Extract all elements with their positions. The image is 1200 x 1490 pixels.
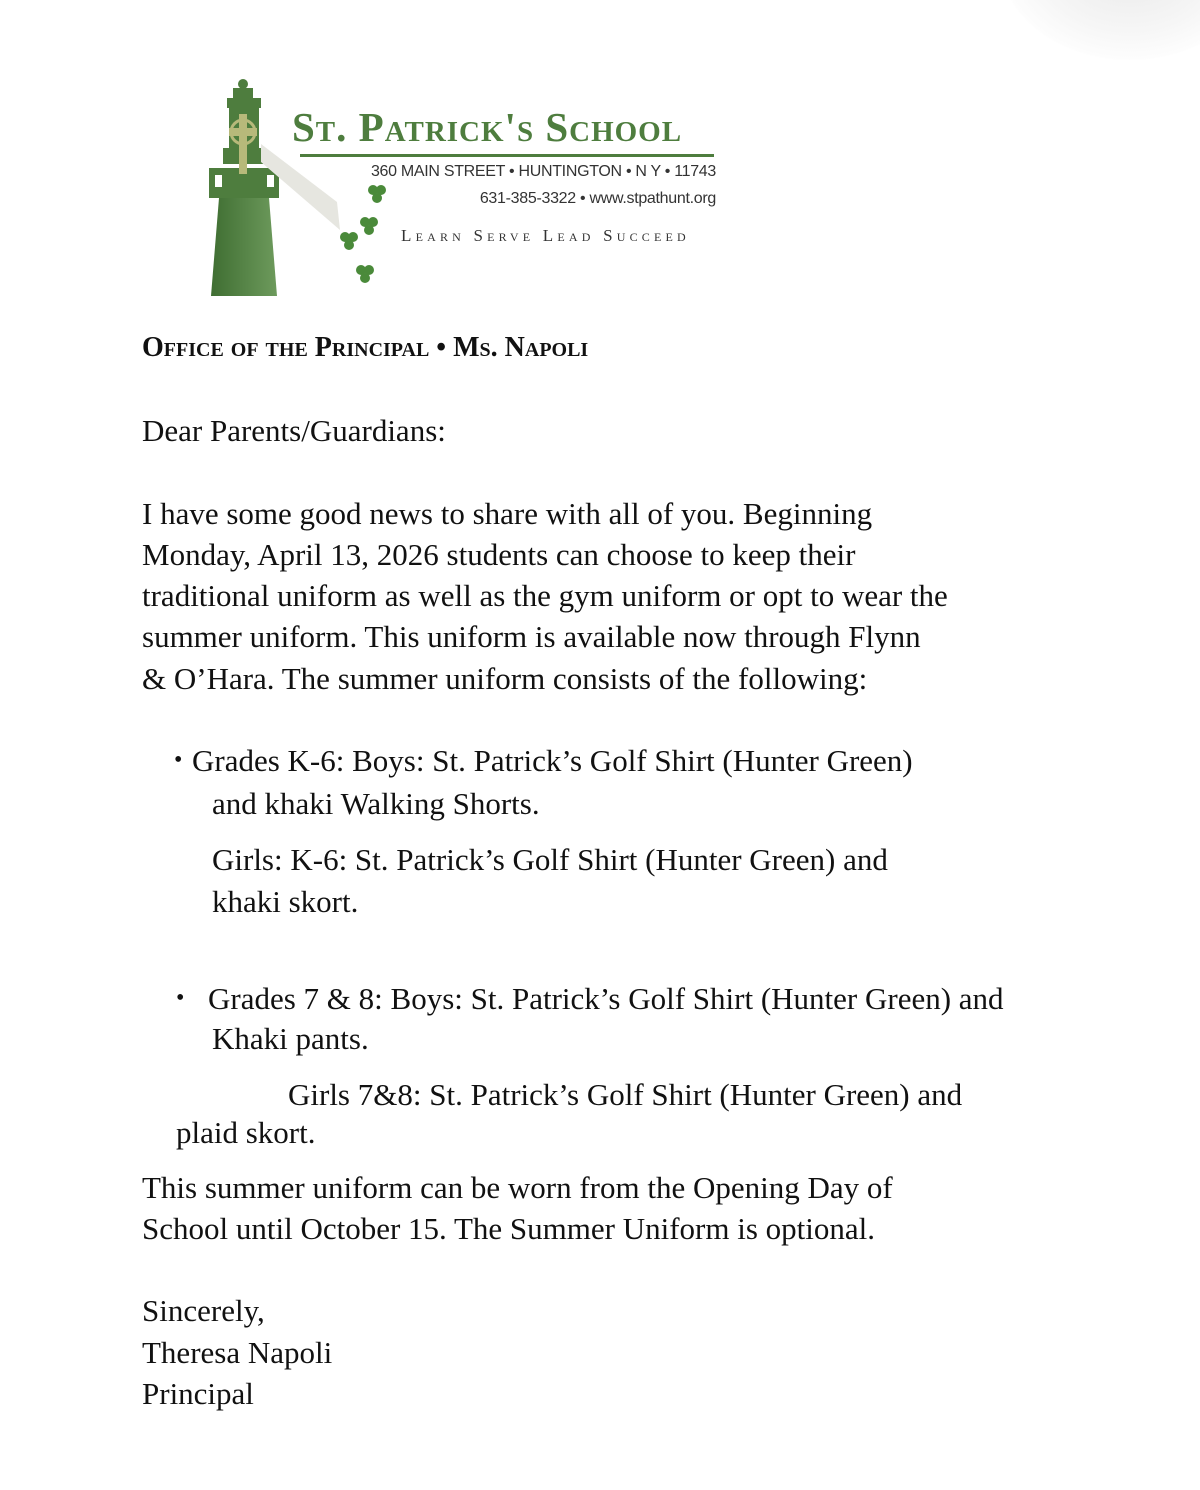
valediction: Sincerely,: [142, 1293, 265, 1328]
bullet: •: [176, 985, 185, 1011]
list-item-line: khaki skort.: [212, 884, 359, 919]
intro-line: & O’Hara. The summer uniform consists of the following:: [142, 661, 868, 696]
signer-name: Theresa Napoli: [142, 1335, 333, 1370]
intro-line: traditional uniform as well as the gym uniform or opt to wear the: [142, 578, 948, 613]
office-line: Office of the Principal • Ms. Napoli: [142, 332, 589, 363]
shamrock-icon: [340, 185, 386, 283]
signer-title: Principal: [142, 1376, 254, 1411]
intro-line: Monday, April 13, 2026 students can choose to keep their: [142, 537, 856, 572]
school-address: 360 MAIN STREET • HUNTINGTON • N Y • 11743: [370, 163, 716, 180]
bullet: •: [174, 747, 183, 773]
school-name: St. Patrick's School: [292, 104, 683, 150]
list-item-line: plaid skort.: [176, 1115, 316, 1150]
school-motto: Learn Serve Lead Succeed: [401, 226, 690, 245]
page-corner-shadow: [1000, 0, 1200, 60]
letterhead-rule: [300, 154, 714, 157]
list-item-line: Girls 7&8: St. Patrick’s Golf Shirt (Hunter Green) and: [288, 1077, 963, 1112]
intro-line: I have some good news to share with all of you. Beginning: [142, 496, 873, 531]
list-item-line: Khaki pants.: [212, 1021, 369, 1056]
list-item-line: Grades 7 & 8: Boys: St. Patrick’s Golf Shirt (Hunter Green) and: [208, 981, 1004, 1016]
closing-line: This summer uniform can be worn from the Opening Day of: [142, 1170, 893, 1205]
list-item-line: and khaki Walking Shorts.: [212, 786, 540, 821]
salutation: Dear Parents/Guardians:: [142, 413, 446, 448]
list-item-line: Grades K-6: Boys: St. Patrick’s Golf Shirt (Hunter Green): [192, 743, 913, 778]
school-contact: 631-385-3322 • www.stpathunt.org: [479, 190, 716, 207]
intro-line: summer uniform. This uniform is available now through Flynn: [142, 619, 921, 654]
list-item-line: Girls: K-6: St. Patrick’s Golf Shirt (Hunter Green) and: [212, 842, 888, 877]
closing-line: School until October 15. The Summer Uniform is optional.: [142, 1211, 876, 1246]
